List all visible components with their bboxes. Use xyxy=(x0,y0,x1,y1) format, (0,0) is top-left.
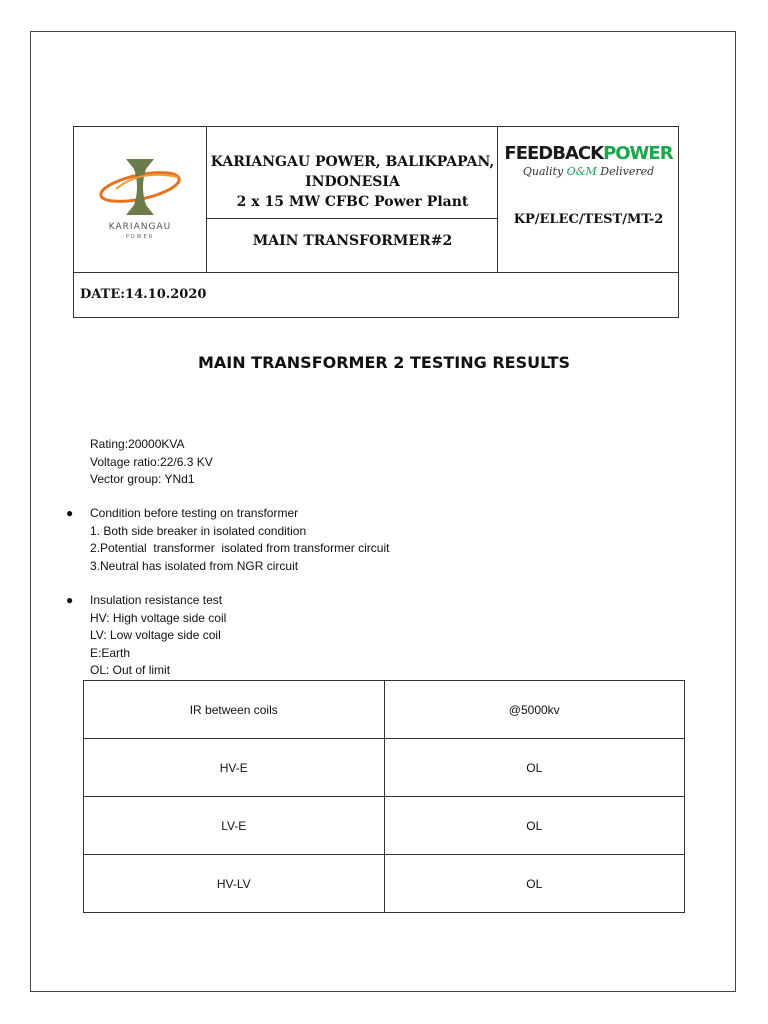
table-row xyxy=(84,855,685,913)
document-header xyxy=(73,126,679,318)
table-cell: OL xyxy=(384,797,685,855)
table-header-row xyxy=(84,681,685,739)
company-line-2: INDONESIA xyxy=(305,174,400,190)
doc-title: MAIN TRANSFORMER#2 xyxy=(252,233,453,249)
table-cell: OL xyxy=(384,739,685,797)
condition-item: 2.Potential transformer isolated from transformer circuit xyxy=(90,541,390,555)
ir-results-table xyxy=(83,680,685,913)
company-line-3: 2 x 15 MW CFBC Power Plant xyxy=(236,194,469,210)
tagline-pre: Quality xyxy=(522,165,567,178)
doc-id: KP/ELEC/TEST/MT-2 xyxy=(513,212,664,227)
legend-item: OL: Out of limit xyxy=(90,663,171,677)
vector-group-line: Vector group: YNd1 xyxy=(90,472,195,486)
conditions-block xyxy=(90,505,389,575)
doc-date: DATE:14.10.2020 xyxy=(80,287,207,302)
kariangau-logo-icon xyxy=(86,149,194,249)
insulation-heading: Insulation resistance test xyxy=(90,593,223,607)
logo-text: KARIANGAU xyxy=(108,222,172,232)
bullet-icon: ● xyxy=(66,506,74,520)
feedback-power-logo xyxy=(498,143,679,178)
legend-item: E:Earth xyxy=(90,645,131,660)
conditions-heading: Condition before testing on transformer xyxy=(90,506,299,520)
kariangau-logo xyxy=(86,149,194,249)
page-title: MAIN TRANSFORMER 2 TESTING RESULTS xyxy=(197,353,571,372)
condition-item: 3.Neutral has isolated from NGR circuit xyxy=(90,558,299,573)
feedback-brand-dark: FEEDBACK xyxy=(504,143,604,164)
table-cell: LV-E xyxy=(84,797,385,855)
condition-item: 1. Both side breaker in isolated condition xyxy=(90,523,307,538)
table-cell: OL xyxy=(384,855,685,913)
feedback-brand-green: POWER xyxy=(603,143,673,164)
company-name xyxy=(208,152,497,212)
ratings-block xyxy=(90,436,213,489)
legend-item: HV: High voltage side coil xyxy=(90,610,227,625)
voltage-ratio-line: Voltage ratio:22/6.3 KV xyxy=(90,454,213,469)
table-row xyxy=(84,797,685,855)
tagline-om: O&M xyxy=(566,165,597,178)
logo-subtext: POWER xyxy=(125,234,155,240)
company-line-1: KARIANGAU POWER, BALIKPAPAN, xyxy=(210,154,495,170)
tagline-post: Delivered xyxy=(596,165,655,178)
insulation-block xyxy=(90,592,226,680)
table-row xyxy=(84,739,685,797)
table-cell: HV-LV xyxy=(84,855,385,913)
legend-item: LV: Low voltage side coil xyxy=(90,628,221,642)
rating-line: Rating:20000KVA xyxy=(90,437,185,451)
table-cell: HV-E xyxy=(84,739,385,797)
bullet-icon: ● xyxy=(66,593,74,607)
table-header-cell: IR between coils xyxy=(84,681,385,739)
table-header-cell: @5000kv xyxy=(384,681,685,739)
